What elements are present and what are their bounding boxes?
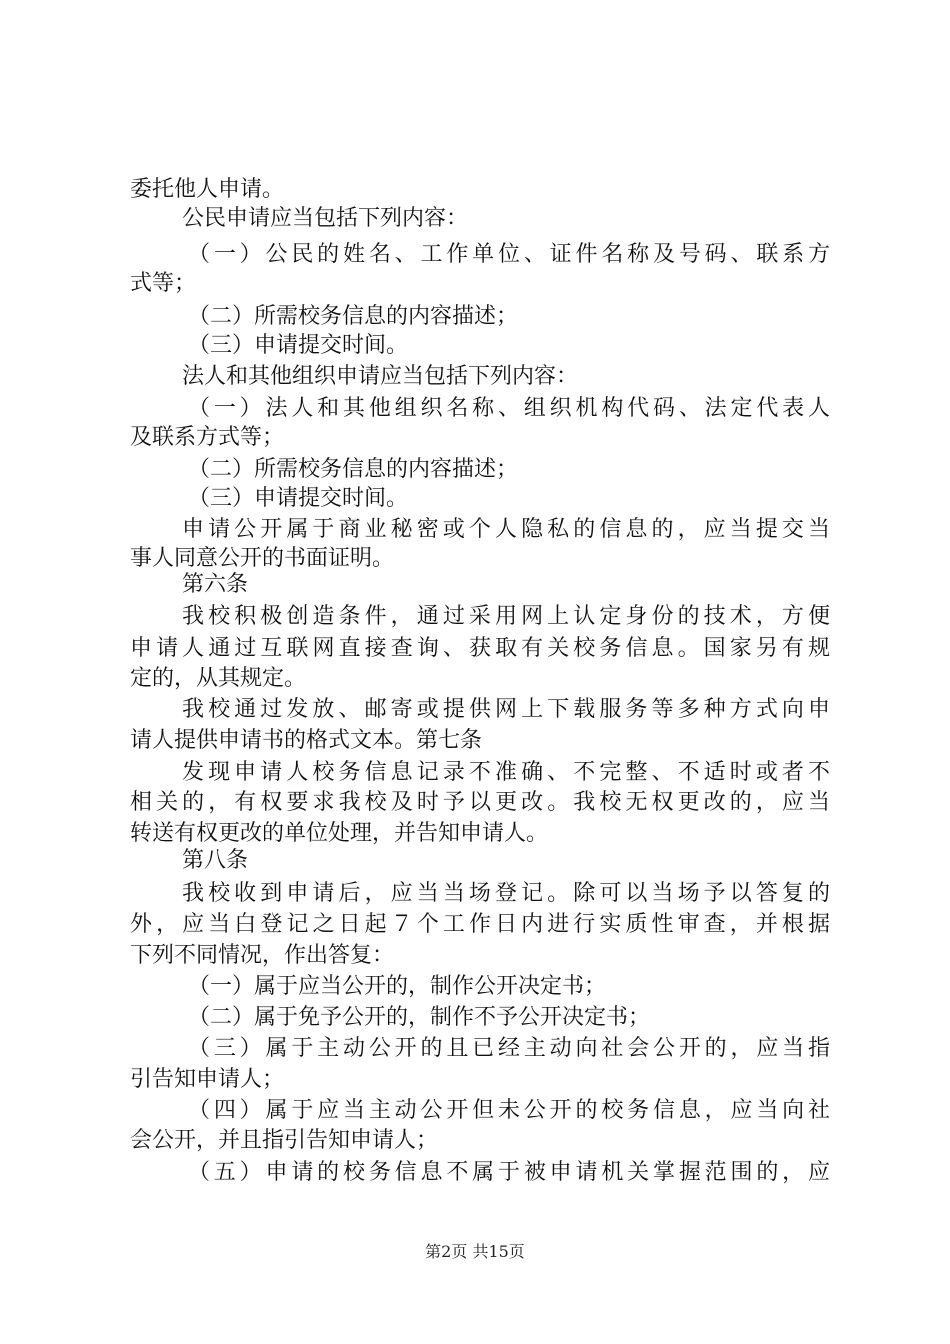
text-line: 我校积极创造条件，通过采用网上认定身份的技术，方便 bbox=[182, 604, 830, 629]
text-line: 事人同意公开的书面证明。 bbox=[130, 546, 395, 571]
text-line: 第八条 bbox=[182, 848, 249, 873]
text-line: 引告知申请人； bbox=[130, 1067, 285, 1092]
text-line: （二）属于免予公开的，制作不予公开决定书； bbox=[188, 1005, 651, 1030]
text-line: 我校收到申请后，应当当场登记。除可以当场予以答复的 bbox=[182, 881, 830, 906]
text-line: 及联系方式等； bbox=[130, 425, 285, 450]
text-line: （一）属于应当公开的，制作公开决定书； bbox=[188, 974, 607, 999]
text-line: 外，应当白登记之日起７个工作日内进行实质性审查，并根据 bbox=[130, 912, 830, 937]
text-line: 法人和其他组织申请应当包括下列内容： bbox=[182, 364, 579, 389]
text-line: 下列不同情况，作出答复： bbox=[130, 943, 395, 968]
text-line: 发现申请人校务信息记录不准确、不完整、不适时或者不 bbox=[182, 760, 830, 785]
text-line: 转送有权更改的单位处理，并告知申请人。 bbox=[130, 821, 549, 846]
text-line: 相关的，有权要求我校及时予以更改。我校无权更改的，应当 bbox=[130, 790, 830, 815]
text-line: （三）申请提交时间。 bbox=[188, 333, 409, 358]
text-line: （二）所需校务信息的内容描述； bbox=[188, 304, 519, 329]
text-line: 定的，从其规定。 bbox=[130, 666, 307, 691]
text-line: 请人提供申请书的格式文本。第七条 bbox=[130, 728, 483, 753]
page-number-footer: 第2页 共15页 bbox=[425, 1242, 525, 1261]
text-line: 委托他人申请。 bbox=[130, 177, 285, 202]
text-line: （一）法人和其他组织名称、组织机构代码、法定代表人 bbox=[188, 396, 830, 421]
text-line: 公民申请应当包括下列内容： bbox=[182, 206, 469, 231]
text-line: 第六条 bbox=[182, 572, 249, 597]
text-line: 申请人通过互联网直接查询、获取有关校务信息。国家另有规 bbox=[130, 636, 830, 661]
text-line: （二）所需校务信息的内容描述； bbox=[188, 457, 519, 482]
text-line: （一）公民的姓名、工作单位、证件名称及号码、联系方 bbox=[188, 242, 830, 267]
text-line: （四）属于应当主动公开但未公开的校务信息，应当向社 bbox=[188, 1098, 830, 1123]
text-line: 申请公开属于商业秘密或个人隐私的信息的，应当提交当 bbox=[182, 517, 830, 542]
text-line: （三）属于主动公开的且已经主动向社会公开的，应当指 bbox=[188, 1036, 830, 1061]
text-line: （五）申请的校务信息不属于被申请机关掌握范围的，应 bbox=[188, 1160, 830, 1185]
text-line: （三）申请提交时间。 bbox=[188, 486, 409, 511]
text-line: 式等； bbox=[130, 271, 197, 296]
text-line: 我校通过发放、邮寄或提供网上下载服务等多种方式向申 bbox=[182, 697, 830, 722]
text-line: 会公开，并且指引告知申请人； bbox=[130, 1128, 439, 1153]
